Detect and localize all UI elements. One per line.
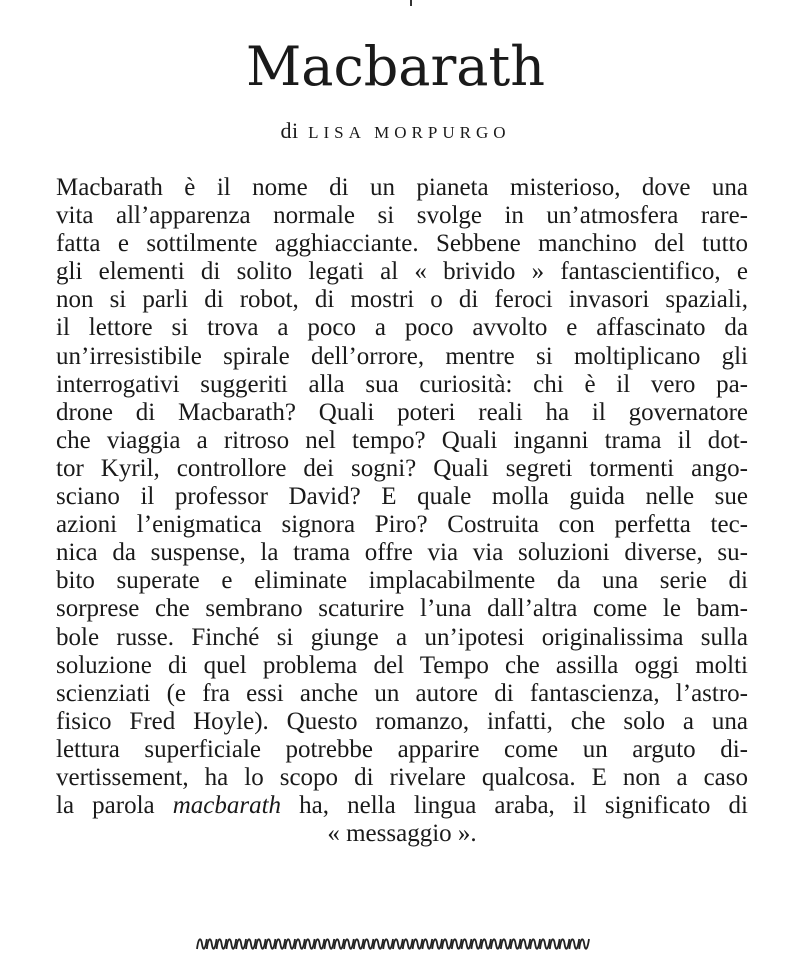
ornament-wave [236,939,246,949]
ornament-wave [520,939,530,949]
ornament-wave [403,939,413,949]
text-line: sciano il professor David? E quale molla guida nelle sue [56,483,748,511]
text-line: non si parli di robot, di mostri o di feroci invasori spaziali, [56,286,748,314]
text-line: scienziati (e fra essi anche un autore di fantascienza, l’astro- [56,679,748,707]
page-top-mark [410,0,412,6]
text-line: soluzione di quel problema del Tempo che assilla oggi molti [56,651,748,679]
text-line: che viaggia a ritroso nel tempo? Quali inganni trama il dot- [56,426,748,454]
ornament-wave [422,939,432,949]
ornament-wave [315,939,325,949]
ornament-wave [217,939,227,949]
ornament-wave [295,939,305,949]
ornament-wave [432,939,442,949]
ornament-wave [246,939,256,949]
synopsis-paragraph [56,174,748,848]
ornament-wave [560,939,570,949]
ornament-wave [491,939,501,949]
ornament-wave [197,939,207,949]
ornament-wave [354,939,364,949]
ornament-wave [481,939,491,949]
text-line: fisico Fred Hoyle). Questo romanzo, infatti, che solo a una [56,707,748,735]
ornament-wave [413,939,423,949]
ornament-wave [393,939,403,949]
author-name: LISA MORPURGO [308,123,511,142]
ornament-wave [540,939,550,949]
italic-word: macbarath [172,792,282,820]
text-line: il lettore si trova a poco a poco avvolto e affascinato da [56,314,748,342]
ornament-wave [501,939,511,949]
ornament-wave [285,939,295,949]
text-line: bole russe. Finché si giunge a un’ipotesi originalissima sulla [56,623,748,651]
ornament-wave [226,939,236,949]
ornament-wave [452,939,462,949]
byline-prefix: di [280,118,299,143]
ornament-wave [471,939,481,949]
ornament-wave [550,939,560,949]
ornament-wave [207,939,217,949]
text-fragment: la parola [56,792,173,820]
text-line: tor Kyril, controllore dei sogni? Quali segreti tormenti ango- [56,454,748,482]
text-fragment: ha, nella lingua araba, il significato di [281,792,748,820]
ornament-wave [511,939,521,949]
text-line-last: « messaggio ». [327,820,477,848]
ornament-wave [569,939,579,949]
text-line: azioni l’enigmatica signora Piro? Costruita con perfetta tec- [56,511,748,539]
ornament-wave [324,939,334,949]
text-line-italic-word [56,792,748,820]
ornament-wave [275,939,285,949]
decorative-ornament-border [195,935,593,953]
ornament-wave [256,939,266,949]
text-line: fatta e sottilmente agghiacciante. Sebbene manchino del tutto [56,230,748,258]
ornament-wave [462,939,472,949]
text-line: lettura superficiale potrebbe apparire come un arguto di- [56,735,748,763]
ornament-wave [442,939,452,949]
text-line: bito superate e eliminate implacabilmente da una serie di [56,567,748,595]
ornament-wave [305,939,315,949]
ornament-wave [266,939,276,949]
text-line: nica da suspense, la trama offre via via soluzioni diverse, su- [56,539,748,567]
text-line: Macbarath è il nome di un pianeta misterioso, dove una [56,174,748,201]
ornament-wave [344,939,354,949]
ornament-wave [579,939,589,949]
text-line: vertissement, ha lo scopo di rivelare qualcosa. E non a caso [56,763,748,791]
ornament-wave [383,939,393,949]
text-line: drone di Macbarath? Quali poteri reali ha il governatore [56,398,748,426]
ornament-wave [364,939,374,949]
text-line: interrogativi suggeriti alla sua curiosità: chi è il vero pa- [56,370,748,398]
byline [0,117,791,147]
ornament-wave [530,939,540,949]
text-line: gli elementi di solito legati al « brivido » fantascientifico, e [56,258,748,286]
ornament-wave [373,939,383,949]
text-line: sorprese che sembrano scaturire l’una dall’altra come le bam- [56,595,748,623]
text-line: un’irresistibile spirale dell’orrore, mentre si moltiplicano gli [56,342,748,370]
page-title: Macbarath [246,35,545,98]
text-line: vita all’apparenza normale si svolge in un’atmosfera rare- [56,202,748,230]
ornament-wave [334,939,344,949]
